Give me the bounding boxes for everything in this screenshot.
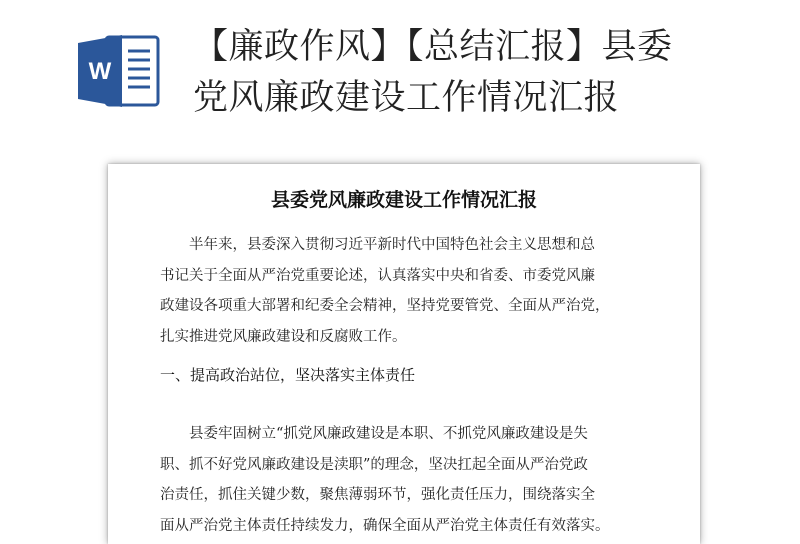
paragraph-section-1: [160, 419, 650, 541]
word-document-icon: [76, 33, 162, 109]
page-title: [193, 22, 753, 124]
paragraph-line: 县委牢固树立“抓党风廉政建设是本职、不抓党风廉政建设是失: [160, 426, 588, 442]
paragraph-line: 政建设各项重大部署和纪委全会精神，坚持党要管党、全面从严治党，: [160, 298, 610, 314]
word-icon-letter: W: [88, 58, 112, 85]
paragraph-line: 书记关于全面从严治党重要论述，认真落实中央和省委、市委党风廉: [160, 267, 595, 284]
paragraph-line: 半年来，县委深入贯彻习近平新时代中国特色社会主义思想和总: [160, 237, 595, 253]
document-title: 县委党风廉政建设工作情况汇报: [270, 189, 537, 211]
paragraph-line: 治责任，抓住关键少数，聚焦薄弱环节，强化责任压力，围绕落实全: [160, 487, 595, 503]
paragraph-line: 面从严治党主体责任持续发力，确保全面从严治党主体责任有效落实。: [160, 517, 610, 534]
page-title-line-2: 党风廉政建设工作情况汇报: [193, 78, 620, 118]
section-heading-1: 一、提高政治站位，坚决落实主体责任: [160, 366, 416, 384]
page-header: [0, 0, 800, 150]
paragraph-intro: [160, 230, 650, 352]
paragraph-line: 职、抓不好党风廉政建设是渎职”的理念，坚决扛起全面从严治党政: [160, 456, 588, 473]
paragraph-line: 扎实推进党风廉政建设和反腐败工作。: [160, 328, 407, 345]
document-page-preview: [108, 164, 700, 544]
page-title-line-1: 【廉政作风】【总结汇报】县委: [193, 27, 673, 67]
